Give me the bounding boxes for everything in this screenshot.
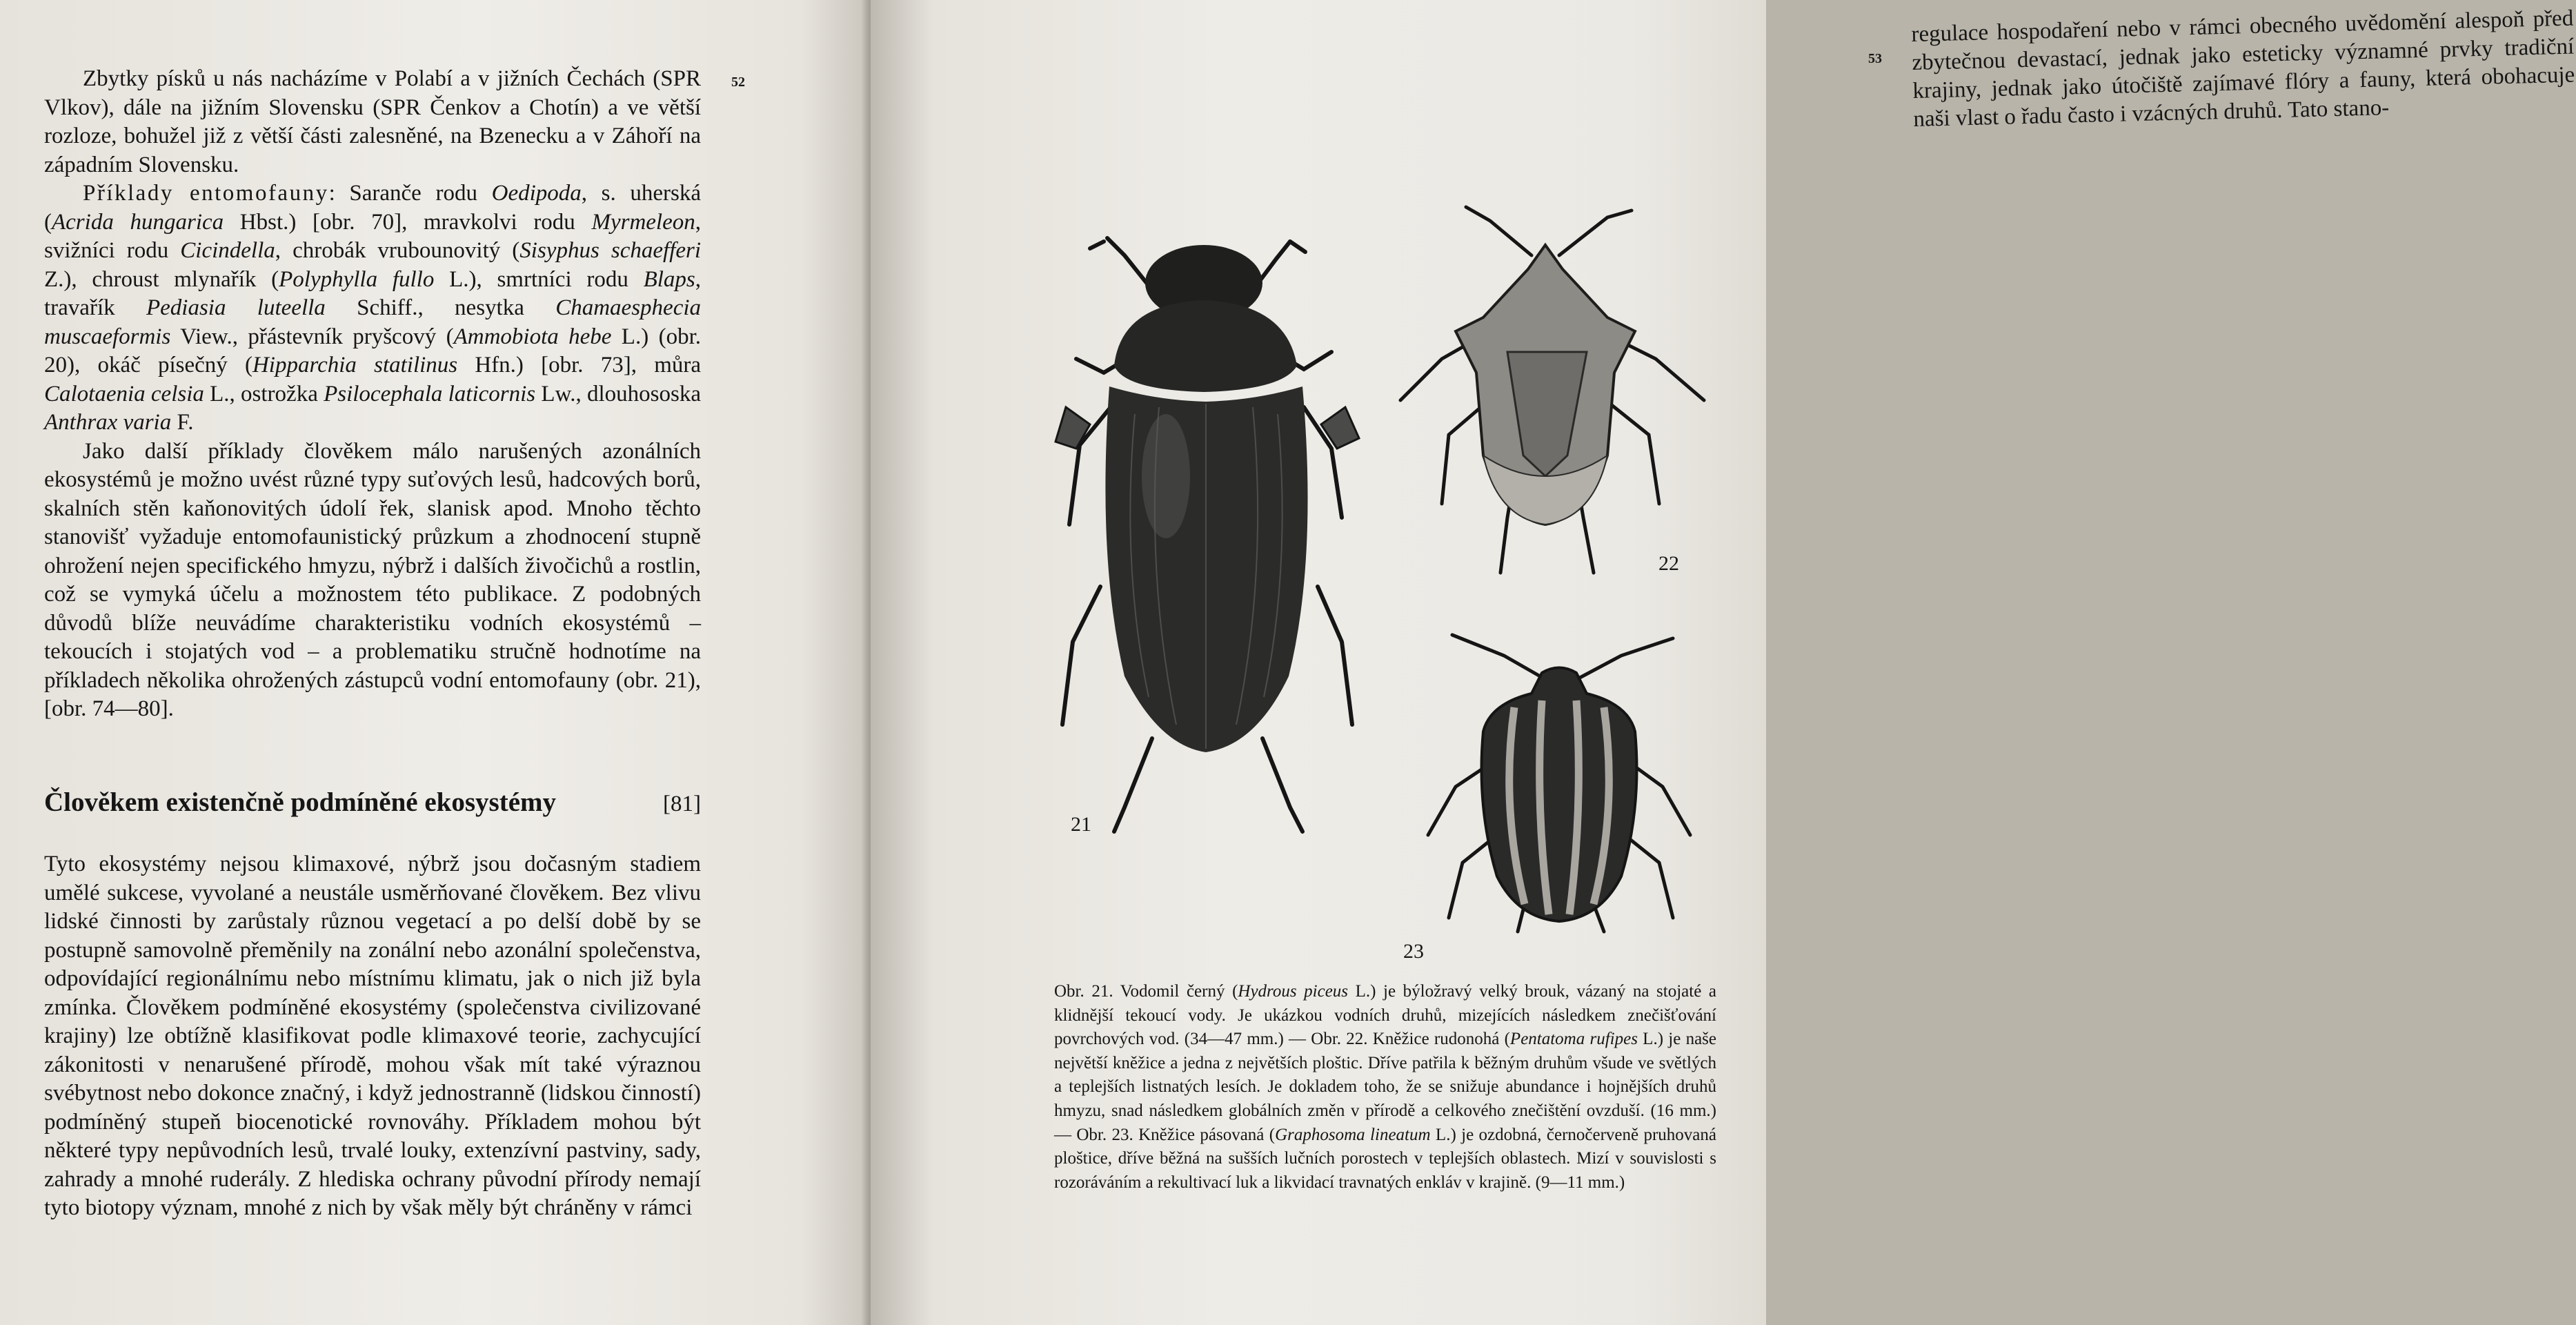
page-number-right: 53: [1868, 51, 1882, 66]
paragraph-human-conditioned-ecosystems: Tyto ekosystémy nejsou klimaxové, nýbrž jsou dočasným stadiem umělé sukcese, vyvolané a neustále usměrňované člověkem. Bez vlivu lidské činnosti by zarůstaly různou vegetací a po delší době by se postupně samovolně přeměnily na zonální nebo azonální společenstva, odpovídající regionálnímu nebo místnímu klimatu, jak o nich již byla zmínka. Člověkem podmíněné ekosystémy (společenstva civilizované krajiny) lze obtížně klasifikovat podle klimaxové teorie, zachycující zákonitosti v nenarušené přírodě, mohou však mít také výraznou svébytnost nebo dokonce značný, i když jednostranně (lidskou činností) podmíněný stupeň biocenotické rovnováhy. Příkladem mohou být některé typy nepůvodních lesů, trvalé louky, extenzívní pastviny, sady, zahrady a mnohé ruderály. Z hlediska ochrany původní přírody nemají tyto biotopy význam, mnohé z nich by však měly být chráněny v rámci: [44, 852, 701, 1220]
shield-bug-illustration: [1387, 193, 1711, 587]
page-number-left: 52: [731, 75, 745, 90]
paragraph-azonal-ecosystems: Jako další příklady člověkem málo narušených azonálních ekosystémů je možno uvést různé typy suťových lesů, hadcových borů, skalních stěn kaňonovitých údolí řek, slanisk apod. Mnoho těchto stanovišť vyžaduje entomofaunistický průzkum a zhodnocení stupně ohrožení nejen specifického hmyzu, nýbrž i dalších živočichů a rostlin, což se vymyká účelu a možnostem této publikace. Z podobných důvodů blíže neuvádíme charakteristiku vodních ekosystémů – tekoucích i stojatých vod – a problematiku stručně hodnotíme na příkladech několika ohrožených zástupců vodní entomofauny (obr. 21), [obr. 74—80].: [44, 438, 701, 721]
striped-shield-bug-illustration: [1421, 628, 1697, 952]
left-page: [0, 0, 871, 1325]
paragraph-entomofauna-examples: Příklady entomofauny: Sarančе rodu Oedipoda, s. uherská (Acrida hungarica Hbst.) [obr. 70], mravkolvi rodu Myrmeleon, svižníci rodu Cicindella, chrobák vrubounovitý (Sisyphus schaefferi Z.), chroust mlynařík (Polyphylla fullo L.), smrtníci rodu Blaps, travařík Pediasia luteella Schiff., nesytka Chamaesphecia muscaeformis View., přástevník pryšcový (Ammobiota hebe L.) (obr. 20), okáč písečný (Hipparchia statilinus Hfn.) [obr. 73], můra Calotaenia celsia L., ostrožka Psilocephala laticornis Lw., dlouhososka Anthrax varia F.: [44, 181, 702, 435]
paragraph-sand-remnants: Zbytky písků u nás nacházíme v Polabí a v jižních Čechách (SPR Vlkov), dále na jižním Slovensku (SPR Čenkov a Chotín) a ve větší rozloze, bohužel již z větší části zalesněné, na Bzenecku a v Záhoří na západním Slovensku.: [44, 66, 701, 177]
figure-23-number: 23: [1403, 940, 1424, 963]
paragraph-continuation: regulace hospodaření nebo v rámci obecného uvědomění alespoň před zbytečnou devastací, jednak jako esteticky významné prvky tradiční krajiny, jednak jako útočiště zajímavé flóry a fauny, která obohacuje naši vlast o řadu často i vzácných druhů. Tato stano-: [1911, 6, 2575, 132]
left-text-block: [44, 65, 701, 724]
section-heading-title: Člověkem existenčně podmíněné ekosystémy: [44, 787, 557, 817]
figure-caption: Obr. 21. Vodomil černý (Hydrous piceus L.) je býložravý velký brouk, vázaný na stojaté a klidnější tekoucí vody. Je ukázkou vodních druhů, mizejících následkem znečišťování povrchových vod. (34—47 mm.) — Obr. 22. Kněžice rudonohá (Pentatoma rufipes L.) je naše největší kněžice a jedna z největších ploštic. Dříve patřila k běžným druhům všude ve světlých a teplejších listnatých lesích. Je dokladem toho, že se snižuje abundance i hojnějších druhů hmyzu, snad následkem globálních změn v přírodě a celkového znečištění ovzduší. (16 mm.) — Obr. 23. Kněžice pásovaná (Graphosoma lineatum L.) je ozdobná, černočerveně pruhovaná ploštice, dříve běžná na sušších lučních porostech v teplejších oblastech. Mizí v souvislosti s rozoráváním a rekultivací luk a likvidací travnatých enkláv v krajině. (9—11 mm.): [1054, 982, 1716, 1192]
figure-21-number: 21: [1071, 813, 1091, 836]
figure-22-number: 22: [1658, 552, 1679, 575]
water-beetle-illustration: [1049, 200, 1366, 842]
section-heading-figure-ref: [81]: [663, 792, 701, 816]
section-heading: [44, 787, 701, 818]
